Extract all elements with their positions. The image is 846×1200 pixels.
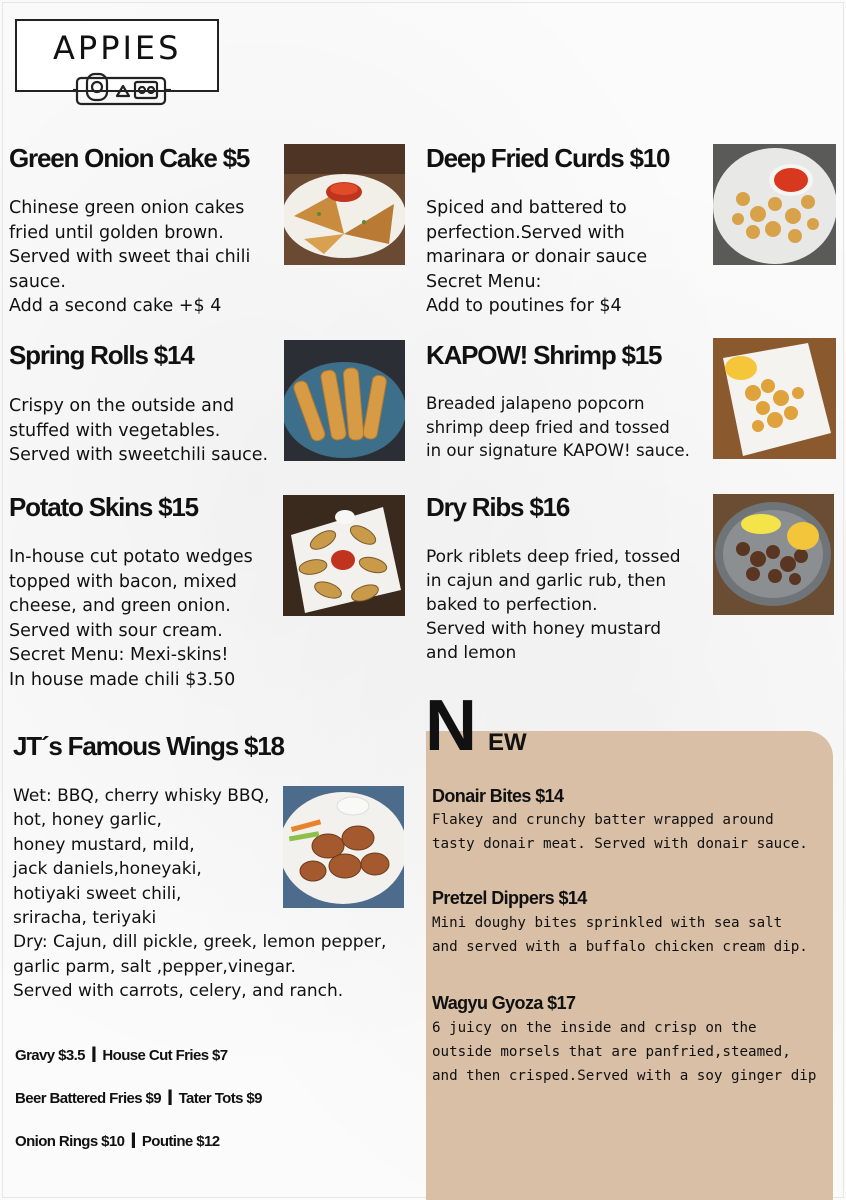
desc-line: sriracha, teriyaki	[13, 908, 157, 929]
item-desc-kapow-shrimp	[426, 392, 690, 463]
desc-line: Spiced and battered to	[426, 198, 627, 218]
sides-row-1	[15, 1040, 228, 1066]
item-title-potato-skins: Potato Skins $15	[9, 492, 198, 522]
side-onion-rings: Onion Rings $10	[15, 1133, 125, 1150]
desc-line: In-house cut potato wedges	[9, 547, 253, 567]
photo-kapow-shrimp	[713, 338, 836, 459]
photo-dry-ribs	[713, 494, 834, 615]
desc-line: Served with carrots, celery, and ranch.	[13, 981, 344, 1002]
desc-line: Served with sweet thai chili	[9, 247, 251, 267]
desc-line: shrimp deep fried and tossed	[426, 417, 670, 437]
item-title-dry-ribs: Dry Ribs $16	[426, 492, 570, 522]
desc-line: In house made chili $3.50	[9, 669, 236, 690]
separator: I	[90, 1042, 97, 1067]
desc-line: Mini doughy bites sprinkled with sea salt	[432, 915, 783, 931]
item-title-spring-rolls: Spring Rolls $14	[9, 340, 194, 370]
desc-line: Served with sour cream.	[9, 620, 223, 641]
desc-line: jack daniels,honeyaki,	[13, 859, 202, 880]
item-desc-dry-ribs	[426, 545, 681, 665]
side-gravy: Gravy $3.5	[15, 1047, 85, 1064]
item-desc-potato-skins	[9, 545, 253, 692]
desc-line: stuffed with vegetables.	[9, 420, 221, 441]
photo-potato-skins	[283, 495, 405, 616]
new-item-title-pretzel-dippers: Pretzel Dippers $14	[432, 888, 587, 908]
desc-line: 6 juicy on the inside and crisp on the	[432, 1020, 757, 1036]
new-item-desc-pretzel-dippers	[432, 911, 808, 959]
desc-line: and then crisped.Served with a soy ginger dip	[432, 1068, 817, 1084]
desc-line: Chinese green onion cakes	[9, 198, 245, 218]
item-title-kapow-shrimp: KAPOW! Shrimp $15	[426, 340, 662, 370]
photo-spring-rolls	[284, 340, 405, 461]
side-house-cut-fries: House Cut Fries $7	[102, 1047, 228, 1064]
desc-line: tasty donair meat. Served with donair sauce.	[432, 836, 808, 852]
desc-line: and served with a buffalo chicken cream dip.	[432, 939, 808, 955]
item-title-deep-fried-curds: Deep Fried Curds $10	[426, 143, 670, 173]
desc-line: baked to perfection.	[426, 595, 598, 615]
item-title-wings: JT´s Famous Wings $18	[13, 731, 284, 761]
new-item-title-donair-bites: Donair Bites $14	[432, 786, 564, 806]
new-item-title-wagyu-gyoza: Wagyu Gyoza $17	[432, 993, 576, 1013]
desc-line: hotiyaki sweet chili,	[13, 883, 182, 904]
new-heading-n: N	[425, 686, 474, 766]
desc-line: and lemon	[426, 643, 517, 663]
desc-line: Secret Menu:	[426, 271, 542, 292]
photo-green-onion-cake	[284, 144, 405, 265]
item-title-green-onion-cake: Green Onion Cake $5	[9, 143, 250, 173]
desc-line: in cajun and garlic rub, then	[426, 571, 667, 591]
desc-line: Flakey and crunchy batter wrapped around	[432, 812, 774, 828]
desc-line: cheese, and green onion.	[9, 596, 231, 616]
desc-line: honey mustard, mild,	[13, 834, 195, 855]
desc-line: marinara or donair sauce	[426, 247, 648, 267]
photo-deep-fried-curds	[713, 144, 836, 265]
desc-line: hot, honey garlic,	[13, 810, 162, 831]
new-item-desc-wagyu-gyoza	[432, 1016, 816, 1088]
desc-line: Dry: Cajun, dill pickle, greek, lemon pepper,	[13, 932, 387, 953]
desc-line: Secret Menu: Mexi-skins!	[9, 645, 229, 665]
separator: I	[130, 1128, 136, 1153]
side-poutine: Poutine $12	[141, 1133, 220, 1150]
item-desc-green-onion-cake	[9, 196, 250, 319]
item-desc-spring-rolls	[9, 394, 268, 468]
desc-line: fried until golden brown.	[9, 222, 224, 243]
side-tater-tots: Tater Tots $9	[178, 1090, 262, 1107]
desc-line: garlic parm, salt ,pepper,vinegar.	[13, 956, 296, 977]
desc-line: outside morsels that are panfried,steamed,	[432, 1044, 791, 1060]
separator: I	[167, 1085, 173, 1110]
desc-line: Crispy on the outside and	[9, 396, 235, 416]
desc-line: topped with bacon, mixed	[9, 571, 237, 592]
desc-line: Served with honey mustard	[426, 619, 662, 639]
desc-line: Add a second cake +$ 4	[9, 296, 222, 316]
food-truck-icon	[73, 70, 173, 110]
desc-line: sauce.	[9, 271, 66, 292]
sides-row-2	[15, 1083, 262, 1109]
desc-line: Wet: BBQ, cherry whisky BBQ,	[13, 786, 270, 806]
photo-wings	[283, 786, 404, 908]
desc-line: in our signature KAPOW! sauce.	[426, 441, 690, 460]
header-logo-box	[15, 19, 219, 92]
desc-line: Served with sweetchili sauce.	[9, 445, 269, 465]
desc-line: Pork riblets deep fried, tossed	[426, 547, 681, 567]
item-desc-deep-fried-curds	[426, 196, 647, 319]
sides-row-3	[15, 1126, 219, 1152]
side-beer-battered-fries: Beer Battered Fries $9	[15, 1090, 162, 1107]
new-item-desc-donair-bites	[432, 808, 808, 856]
page-title: APPIES	[53, 29, 182, 67]
desc-line: perfection.Served with	[426, 222, 625, 243]
desc-line: Add to poutines for $4	[426, 296, 622, 316]
new-heading-rest: EW	[488, 729, 527, 756]
desc-line: Breaded jalapeno popcorn	[426, 394, 645, 413]
